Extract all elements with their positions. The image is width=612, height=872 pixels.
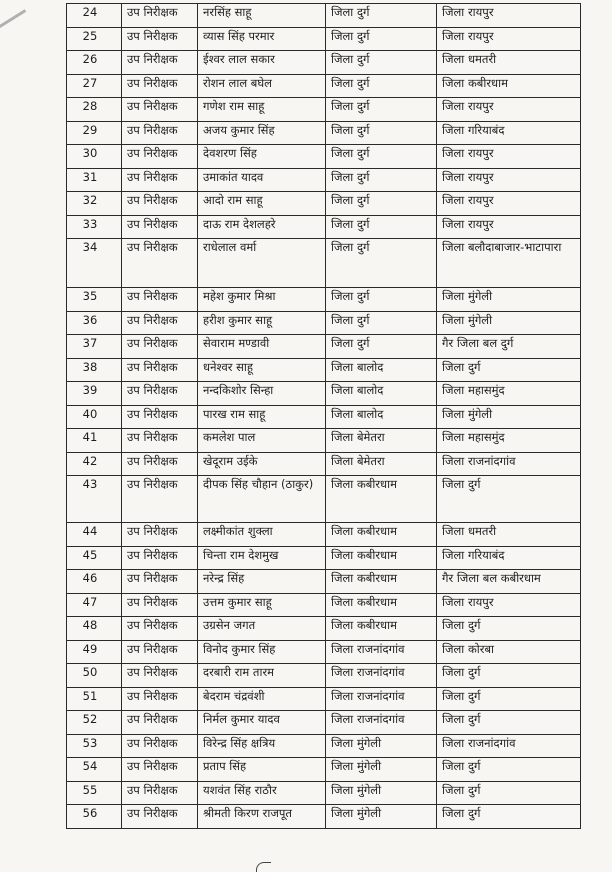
rank-cell: उप निरीक्षक	[122, 51, 198, 75]
rank-cell: उप निरीक्षक	[122, 239, 198, 288]
new-posting-cell: जिला महासमुंद	[437, 382, 581, 406]
table-row	[67, 74, 581, 98]
rank-cell: उप निरीक्षक	[122, 452, 198, 476]
new-posting-cell: जिला गरियाबंद	[437, 121, 581, 145]
table-row	[67, 239, 581, 288]
officer-name-cell: रोशन लाल बघेल	[198, 74, 326, 98]
new-posting-cell: जिला धमतरी	[437, 523, 581, 547]
rank-cell: उप निरीक्षक	[122, 215, 198, 239]
new-posting-cell: गैर जिला बल दुर्ग	[437, 335, 581, 359]
officer-name-cell: अजय कुमार सिंह	[198, 121, 326, 145]
serial-number-cell: 38	[67, 358, 122, 382]
rank-cell: उप निरीक्षक	[122, 617, 198, 641]
new-posting-cell: जिला कबीरधाम	[437, 74, 581, 98]
officer-name-cell: दरबारी राम तारम	[198, 664, 326, 688]
serial-number-cell: 49	[67, 640, 122, 664]
table-row	[67, 687, 581, 711]
current-posting-cell: जिला कबीरधाम	[326, 593, 437, 617]
serial-number-cell: 33	[67, 215, 122, 239]
table-row	[67, 429, 581, 453]
rank-cell: उप निरीक्षक	[122, 570, 198, 594]
officer-name-cell: लक्ष्मीकांत शुक्ला	[198, 523, 326, 547]
rank-cell: उप निरीक्षक	[122, 74, 198, 98]
rank-cell: उप निरीक्षक	[122, 405, 198, 429]
current-posting-cell: जिला कबीरधाम	[326, 546, 437, 570]
current-posting-cell: जिला बालोद	[326, 382, 437, 406]
current-posting-cell: जिला मुंगेली	[326, 805, 437, 829]
rank-cell: उप निरीक्षक	[122, 476, 198, 523]
table-row	[67, 570, 581, 594]
officer-name-cell: गणेश राम साहू	[198, 98, 326, 122]
table-row	[67, 805, 581, 829]
rank-cell: उप निरीक्षक	[122, 192, 198, 216]
table-row	[67, 145, 581, 169]
serial-number-cell: 28	[67, 98, 122, 122]
table-row	[67, 98, 581, 122]
table-row	[67, 311, 581, 335]
current-posting-cell: जिला राजनांदगांव	[326, 687, 437, 711]
officer-name-cell: ईश्वर लाल सकार	[198, 51, 326, 75]
current-posting-cell: जिला बेमेतरा	[326, 452, 437, 476]
new-posting-cell: जिला धमतरी	[437, 51, 581, 75]
rank-cell: उप निरीक्षक	[122, 781, 198, 805]
table-row	[67, 617, 581, 641]
table-row	[67, 4, 581, 28]
table-row	[67, 405, 581, 429]
table-row	[67, 452, 581, 476]
current-posting-cell: जिला दुर्ग	[326, 168, 437, 192]
new-posting-cell: जिला राजनांदगांव	[437, 452, 581, 476]
table-row	[67, 192, 581, 216]
officer-name-cell: नरेन्द्र सिंह	[198, 570, 326, 594]
current-posting-cell: जिला दुर्ग	[326, 215, 437, 239]
new-posting-cell: जिला रायपुर	[437, 593, 581, 617]
serial-number-cell: 31	[67, 168, 122, 192]
table-row	[67, 711, 581, 735]
rank-cell: उप निरीक्षक	[122, 311, 198, 335]
rank-cell: उप निरीक्षक	[122, 27, 198, 51]
table-row	[67, 168, 581, 192]
serial-number-cell: 55	[67, 781, 122, 805]
officer-name-cell: नन्दकिशोर सिन्हा	[198, 382, 326, 406]
serial-number-cell: 45	[67, 546, 122, 570]
new-posting-cell: जिला बलौदाबाजार-भाटापारा	[437, 239, 581, 288]
rank-cell: उप निरीक्षक	[122, 711, 198, 735]
rank-cell: उप निरीक्षक	[122, 288, 198, 312]
current-posting-cell: जिला बेमेतरा	[326, 429, 437, 453]
serial-number-cell: 54	[67, 758, 122, 782]
serial-number-cell: 56	[67, 805, 122, 829]
table-row	[67, 121, 581, 145]
new-posting-cell: जिला रायपुर	[437, 145, 581, 169]
officer-name-cell: विनोद कुमार सिंह	[198, 640, 326, 664]
serial-number-cell: 29	[67, 121, 122, 145]
officer-name-cell: पारख राम साहू	[198, 405, 326, 429]
serial-number-cell: 46	[67, 570, 122, 594]
current-posting-cell: जिला दुर्ग	[326, 121, 437, 145]
rank-cell: उप निरीक्षक	[122, 98, 198, 122]
serial-number-cell: 50	[67, 664, 122, 688]
officer-name-cell: उत्तम कुमार साहू	[198, 593, 326, 617]
current-posting-cell: जिला दुर्ग	[326, 335, 437, 359]
new-posting-cell: जिला मुंगेली	[437, 405, 581, 429]
table-row	[67, 382, 581, 406]
table-row	[67, 523, 581, 547]
officer-name-cell: आदो राम साहू	[198, 192, 326, 216]
serial-number-cell: 43	[67, 476, 122, 523]
serial-number-cell: 37	[67, 335, 122, 359]
current-posting-cell: जिला दुर्ग	[326, 27, 437, 51]
rank-cell: उप निरीक्षक	[122, 805, 198, 829]
current-posting-cell: जिला कबीरधाम	[326, 523, 437, 547]
rank-cell: उप निरीक्षक	[122, 382, 198, 406]
officer-name-cell: राधेलाल वर्मा	[198, 239, 326, 288]
rank-cell: उप निरीक्षक	[122, 168, 198, 192]
new-posting-cell: जिला मुंगेली	[437, 311, 581, 335]
current-posting-cell: जिला राजनांदगांव	[326, 664, 437, 688]
officer-name-cell: दाऊ राम देशलहरे	[198, 215, 326, 239]
rank-cell: उप निरीक्षक	[122, 358, 198, 382]
serial-number-cell: 44	[67, 523, 122, 547]
new-posting-cell: जिला रायपुर	[437, 27, 581, 51]
serial-number-cell: 40	[67, 405, 122, 429]
new-posting-cell: जिला रायपुर	[437, 192, 581, 216]
officer-name-cell: व्यास सिंह परमार	[198, 27, 326, 51]
table-row	[67, 781, 581, 805]
rank-cell: उप निरीक्षक	[122, 4, 198, 28]
officer-name-cell: महेश कुमार मिश्रा	[198, 288, 326, 312]
officer-name-cell: चिन्ता राम देशमुख	[198, 546, 326, 570]
serial-number-cell: 34	[67, 239, 122, 288]
new-posting-cell: जिला दुर्ग	[437, 476, 581, 523]
officer-name-cell: हरीश कुमार साहू	[198, 311, 326, 335]
transfer-table	[66, 3, 581, 829]
table-row	[67, 27, 581, 51]
current-posting-cell: जिला दुर्ग	[326, 192, 437, 216]
current-posting-cell: जिला दुर्ग	[326, 145, 437, 169]
new-posting-cell: जिला रायपुर	[437, 168, 581, 192]
serial-number-cell: 53	[67, 734, 122, 758]
officer-name-cell: धनेश्वर साहू	[198, 358, 326, 382]
new-posting-cell: जिला दुर्ग	[437, 687, 581, 711]
officer-name-cell: नरसिंह साहू	[198, 4, 326, 28]
current-posting-cell: जिला बालोद	[326, 405, 437, 429]
new-posting-cell: जिला दुर्ग	[437, 617, 581, 641]
new-posting-cell: गैर जिला बल कबीरधाम	[437, 570, 581, 594]
current-posting-cell: जिला कबीरधाम	[326, 476, 437, 523]
rank-cell: उप निरीक्षक	[122, 734, 198, 758]
serial-number-cell: 30	[67, 145, 122, 169]
current-posting-cell: जिला मुंगेली	[326, 734, 437, 758]
new-posting-cell: जिला रायपुर	[437, 215, 581, 239]
rank-cell: उप निरीक्षक	[122, 429, 198, 453]
current-posting-cell: जिला कबीरधाम	[326, 570, 437, 594]
current-posting-cell: जिला बालोद	[326, 358, 437, 382]
current-posting-cell: जिला राजनांदगांव	[326, 711, 437, 735]
new-posting-cell: जिला गरियाबंद	[437, 546, 581, 570]
serial-number-cell: 39	[67, 382, 122, 406]
scan-edge-mark	[0, 9, 26, 30]
serial-number-cell: 41	[67, 429, 122, 453]
serial-number-cell: 25	[67, 27, 122, 51]
current-posting-cell: जिला दुर्ग	[326, 74, 437, 98]
table-row	[67, 358, 581, 382]
current-posting-cell: जिला दुर्ग	[326, 4, 437, 28]
table-row	[67, 288, 581, 312]
officer-name-cell: दीपक सिंह चौहान (ठाकुर)	[198, 476, 326, 523]
table-row	[67, 215, 581, 239]
officer-name-cell: निर्मल कुमार यादव	[198, 711, 326, 735]
officer-name-cell: उमाकांत यादव	[198, 168, 326, 192]
new-posting-cell: जिला दुर्ग	[437, 805, 581, 829]
serial-number-cell: 47	[67, 593, 122, 617]
table-row	[67, 734, 581, 758]
table-row	[67, 593, 581, 617]
table-row	[67, 51, 581, 75]
officer-name-cell: बेदराम चंद्रवंशी	[198, 687, 326, 711]
officer-name-cell: यशवंत सिंह राठौर	[198, 781, 326, 805]
table-row	[67, 758, 581, 782]
rank-cell: उप निरीक्षक	[122, 593, 198, 617]
table-row	[67, 335, 581, 359]
rank-cell: उप निरीक्षक	[122, 546, 198, 570]
officer-name-cell: उग्रसेन जगत	[198, 617, 326, 641]
new-posting-cell: जिला कोरबा	[437, 640, 581, 664]
serial-number-cell: 36	[67, 311, 122, 335]
current-posting-cell: जिला दुर्ग	[326, 311, 437, 335]
officer-name-cell: कमलेश पाल	[198, 429, 326, 453]
current-posting-cell: जिला दुर्ग	[326, 288, 437, 312]
new-posting-cell: जिला मुंगेली	[437, 288, 581, 312]
serial-number-cell: 51	[67, 687, 122, 711]
new-posting-cell: जिला रायपुर	[437, 4, 581, 28]
new-posting-cell: जिला दुर्ग	[437, 711, 581, 735]
current-posting-cell: जिला दुर्ग	[326, 98, 437, 122]
officer-name-cell: खेदूराम उईके	[198, 452, 326, 476]
officer-name-cell: सेवाराम मण्डावी	[198, 335, 326, 359]
rank-cell: उप निरीक्षक	[122, 664, 198, 688]
serial-number-cell: 27	[67, 74, 122, 98]
rank-cell: उप निरीक्षक	[122, 640, 198, 664]
table-row	[67, 476, 581, 523]
new-posting-cell: जिला दुर्ग	[437, 781, 581, 805]
officer-name-cell: प्रताप सिंह	[198, 758, 326, 782]
new-posting-cell: जिला दुर्ग	[437, 758, 581, 782]
officer-name-cell: देवशरण सिंह	[198, 145, 326, 169]
rank-cell: उप निरीक्षक	[122, 121, 198, 145]
serial-number-cell: 52	[67, 711, 122, 735]
table-row	[67, 664, 581, 688]
new-posting-cell: जिला महासमुंद	[437, 429, 581, 453]
current-posting-cell: जिला मुंगेली	[326, 781, 437, 805]
current-posting-cell: जिला मुंगेली	[326, 758, 437, 782]
officer-name-cell: श्रीमती किरण राजपूत	[198, 805, 326, 829]
current-posting-cell: जिला दुर्ग	[326, 239, 437, 288]
rank-cell: उप निरीक्षक	[122, 687, 198, 711]
new-posting-cell: जिला राजनांदगांव	[437, 734, 581, 758]
rank-cell: उप निरीक्षक	[122, 335, 198, 359]
serial-number-cell: 24	[67, 4, 122, 28]
rank-cell: उप निरीक्षक	[122, 523, 198, 547]
new-posting-cell: जिला रायपुर	[437, 98, 581, 122]
rank-cell: उप निरीक्षक	[122, 145, 198, 169]
current-posting-cell: जिला दुर्ग	[326, 51, 437, 75]
officer-name-cell: विरेन्द्र सिंह क्षत्रिय	[198, 734, 326, 758]
current-posting-cell: जिला राजनांदगांव	[326, 640, 437, 664]
serial-number-cell: 35	[67, 288, 122, 312]
serial-number-cell: 32	[67, 192, 122, 216]
transfer-list-sheet	[66, 3, 580, 829]
serial-number-cell: 42	[67, 452, 122, 476]
table-row	[67, 546, 581, 570]
rank-cell: उप निरीक्षक	[122, 758, 198, 782]
transfer-table-body	[67, 4, 581, 829]
serial-number-cell: 48	[67, 617, 122, 641]
current-posting-cell: जिला कबीरधाम	[326, 617, 437, 641]
serial-number-cell: 26	[67, 51, 122, 75]
new-posting-cell: जिला दुर्ग	[437, 358, 581, 382]
new-posting-cell: जिला दुर्ग	[437, 664, 581, 688]
table-row	[67, 640, 581, 664]
